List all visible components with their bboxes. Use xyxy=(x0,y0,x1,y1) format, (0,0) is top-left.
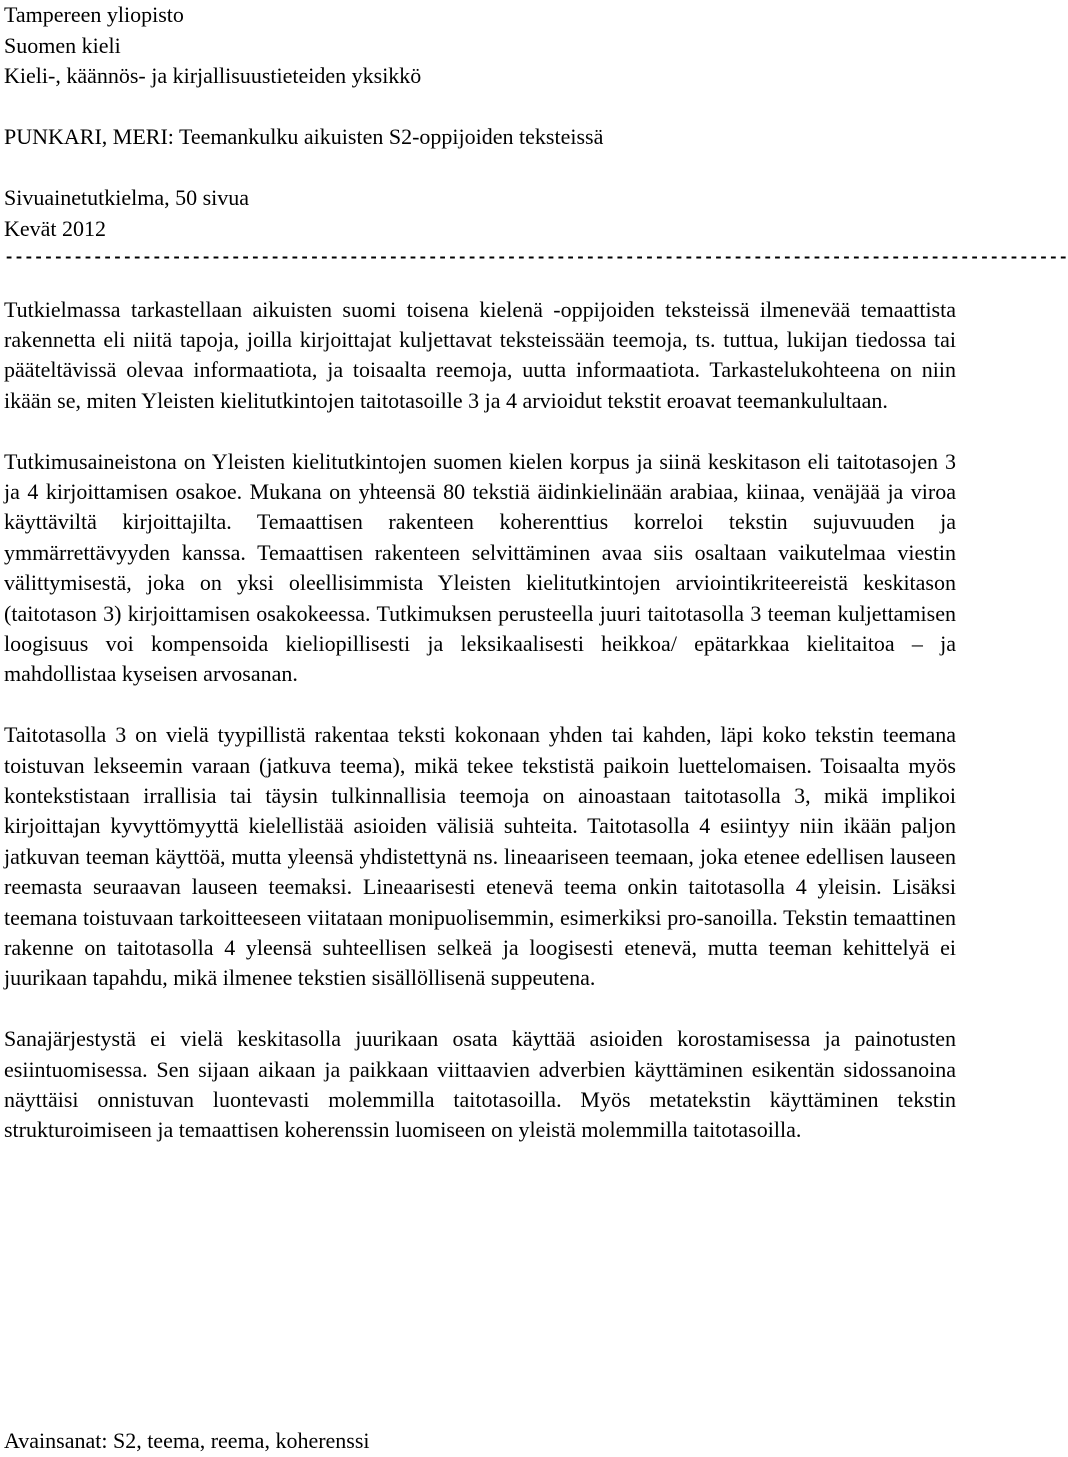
author-and-title: PUNKARI, MERI: Teemankulku aikuisten S2-oppijoiden teksteissä xyxy=(4,124,604,149)
keywords-values: S2, teema, reema, koherenssi xyxy=(112,1428,370,1453)
dashed-divider: ------------------------------------------------------------------------------------------------------------ xyxy=(4,249,1068,268)
document-page xyxy=(4,0,1068,1146)
keywords-label: Avainsanat: xyxy=(4,1428,108,1453)
unit-name: Kieli-, käännös- ja kirjallisuustieteiden yksikkö xyxy=(4,63,422,88)
abstract-paragraph-1: Tutkielmassa tarkastellaan aikuisten suomi toisena kielenä -oppijoiden teksteissä ilmenevää temaattista rakennetta eli niitä tapoja, joilla kirjoittajat kuljettavat teksteissään teemoja, ts. tuttua, lukijan tiedossa tai pääteltävissä olevaa informaatiota, ja toisaalta reemoja, uutta informaatiota. Tarkastelukohteena on niin ikään se, miten Yleisten kielitutkintojen taitotasoille 3 ja 4 arvioidut tekstit eroavat teemankulultaan. xyxy=(4,296,956,413)
abstract-paragraph-2: Tutkimusaineistona on Yleisten kielitutkintojen suomen kielen korpus ja siinä keskitason eli taitotasojen 3 ja 4 kirjoittamisen osakoe. Mukana on yhteensä 80 tekstiä äidinkielinään arabiaa, kiinaa, venäjää ja viroa käyttäviltä kirjoittajilta. Temaattisen rakenteen koherenttius korreloi tekstin sujuvuuden ja ymmärrettävyyden kanssa. Temaattisen rakenteen selvittäminen avaa siis osaltaan vaikutelmaa viestin välittymisestä, joka on yksi oleellisimmista Yleisten kielitutkintojen arviointikriteereistä keskitason (taitotason 3) kirjoittamisen osakokeessa. Tutkimuksen perusteella juuri taitotasolla 3 teeman kuljettamisen loogisuus voi kompensoida kieliopillisesti ja leksikaalisesti heikkoa/ epätarkkaa kielitaitoa – ja mahdollistaa kyseisen arvosanan. xyxy=(4,448,956,687)
keywords-line xyxy=(4,1426,370,1456)
subject-name: Suomen kieli xyxy=(4,32,121,58)
abstract-paragraph-3: Taitotasolla 3 on vielä tyypillistä rakentaa teksti kokonaan yhden tai kahden, läpi koko tekstin teemana toistuvan lekseemin varaan (jatkuva teema), mikä tekee tekstistä paikoin luettelomaisen. Toisaalta myös kontekstistaan irrallisia tai täysin tulkinnallisia teemoja on ainoastaan taitotasolla 3, mikä implikoi kirjoittajan kyvyttömyyttä kielellistää asioiden välisiä suhteita. Taitotasolla 4 esiintyy niin ikään paljon jatkuvan teeman käyttöä, mutta yleensä yhdistettynä ns. lineaariseen teemaan, joka etenee edellisen lauseen reemasta seuraavan lauseen teemaksi. Lineaarisesti etenevä teema onkin taitotasolla 4 yleisin. Lisäksi teemana toistuvaan tarkoitteeseen viitataan monipuolisemmin, esimerkiksi pro-sanoilla. Tekstin temaattinen rakenne on taitotasolla 4 yleensä suhteellisen selkeä ja loogisesti etenevä, mutta teeman kehittelyä ei juurikaan tapahdu, mikä ilmenee tekstien sisällöllisenä suppeutena. xyxy=(4,722,956,991)
abstract-paragraph-4: Sanajärjestystä ei vielä keskitasolla juurikaan osata käyttää asioiden korostamisessa ja painotusten esiintuomisessa. Sen sijaan aikaan ja paikkaan viittaavien adverbien käyttäminen esikentän sidossanoina näyttäisi onnistuvan luontevasti molemmilla taitotasoilla. Myös metatekstin käyttäminen tekstin strukturoimiseen ja temaattisen koherenssin luomiseen on yleistä molemmilla taitotasoilla. xyxy=(4,1026,956,1143)
thesis-date: Kevät 2012 xyxy=(4,215,107,241)
university-name: Tampereen yliopisto xyxy=(4,2,184,27)
thesis-info: Sivuainetutkielma, 50 sivua xyxy=(4,185,250,210)
